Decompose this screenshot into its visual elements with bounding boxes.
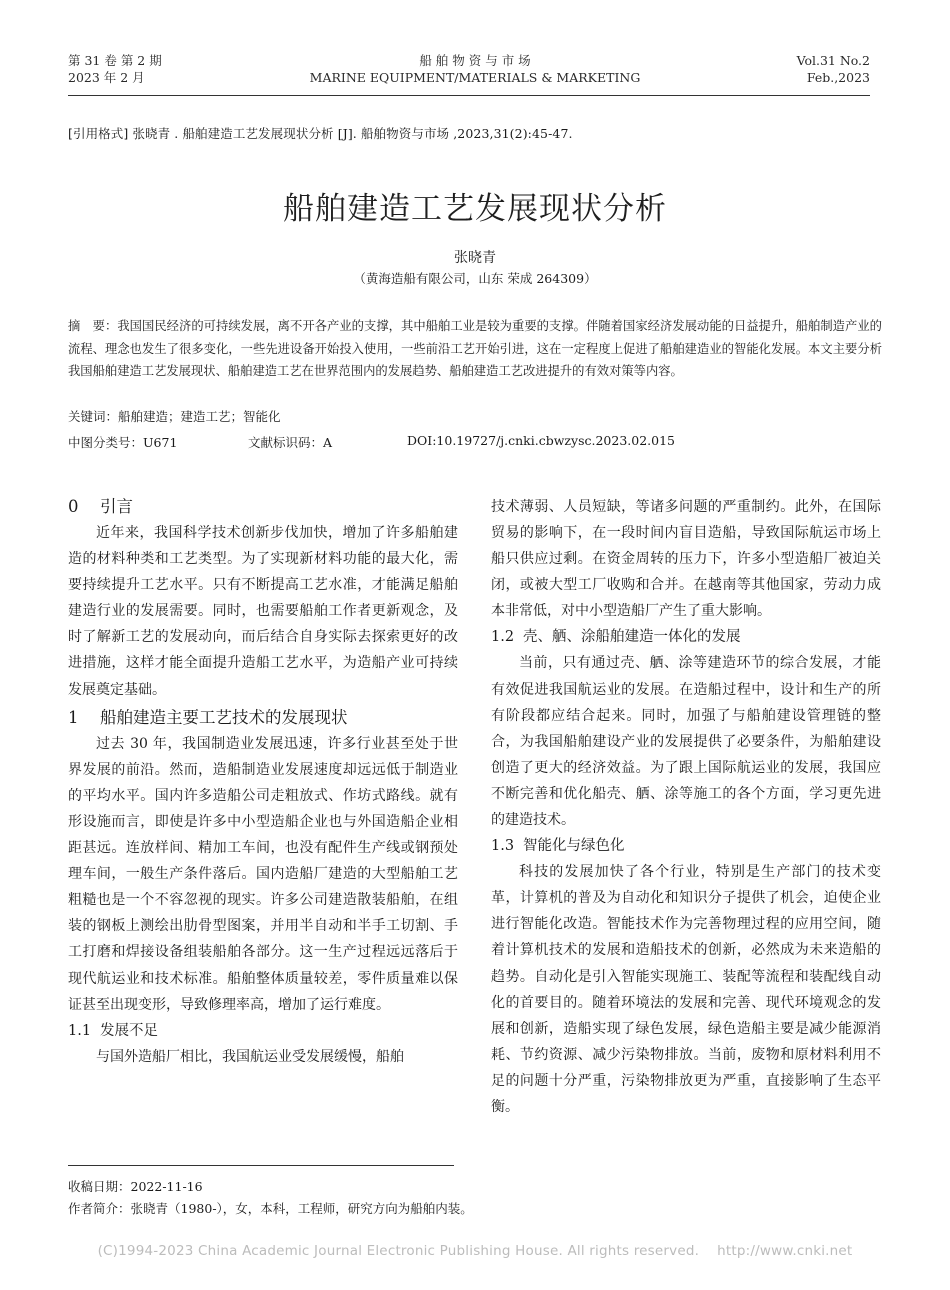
doi: DOI:10.19727/j.cnki.cbwzysc.2023.02.015 [407,433,675,448]
citation-label: [引用格式] [68,126,129,141]
citation-text: 张晓青 . 船舶建造工艺发展现状分析 [J]. 船舶物资与市场 ,2023,31(2):45-47. [132,126,573,141]
article-title: 船舶建造工艺发展现状分析 [283,191,667,227]
subsection-heading [68,1018,458,1044]
section-heading [68,494,458,520]
copyright-watermark: (C)1994-2023 China Academic Journal Electronic Publishing House. All rights reserved. http://www.cnki.net [97,1243,853,1259]
keywords-text: 船舶建造；建造工艺；智能化 [118,409,281,424]
keywords-label: 关键词： [68,409,119,424]
abstract-label: 摘 要： [68,319,118,333]
keywords [68,407,281,425]
subsection-number: 1.1 [68,1022,92,1039]
section-heading [68,705,458,731]
paragraph: 当前，只有通过壳、舾、涂等建造环节的综合发展，才能有效促进我国航运业的发展。在造船过程中，设计和生产的所有阶段都应结合起来。同时，加强了与船舶建设管理链的整合，为我国船舶建设产业的发展提供了必要条件，为船舶建设创造了更大的经济效益。为了跟上国际航运业的发展，我国应不断完善和优化船壳、舾、涂等施工的各个方面，学习更先进的建造技术。 [491,655,881,829]
subsection-number: 1.2 [491,629,515,646]
paragraph-continued: 技术薄弱、人员短缺，等诸多问题的严重制约。此外，在国际贸易的影响下，在一段时间内盲目造船，导致国际航运市场上船只供应过剩。在资金周转的压力下，许多小型造船厂被迫关闭，或被大型工厂收购和合并。在越南等其他国家，劳动力成本非常低，对中小型造船厂产生了重大影响。 [491,499,881,620]
abstract-text: 我国国民经济的可持续发展，离不开各产业的支撑，其中船舶工业是较为重要的支撑。伴随着国家经济发展动能的日益提升，船舶制造产业的流程、理念也发生了很多变化，一些先进设备开始投入使用，一些前沿工艺开始引进，这在一定程度上促进了船舶建造业的智能化发展。本文主要分析我国船舶建造工艺发展现状、船舶建造工艺在世界范围内的发展趋势、船舶建造工艺改进提升的有效对策等内容。 [68,319,882,379]
body-column-left [68,494,458,1070]
paragraph: 近年来，我国科学技术创新步伐加快，增加了许多船舶建造的材料种类和工艺类型。为了实现新材料功能的最大化，需要持续提升工艺水平。只有不断提高工艺水准，才能满足船舶建造行业的发展需要。同时，也需要船舶工作者更新观念，及时了解新工艺的发展动向，而后结合自身实际去探索更好的改进措施，这样才能全面提升造船工艺水平，为造船产业可持续发展奠定基础。 [68,525,458,698]
received-date [68,1177,203,1195]
header-date: 2023 年 2 月 [68,70,145,85]
abstract [68,315,882,383]
subsection-title: 壳、舾、涂船舶建造一体化的发展 [523,629,741,646]
paragraph: 过去 30 年，我国制造业发展迅速，许多行业甚至处于世界发展的前沿。然而，造船制造业发展速度却远远低于制造业的平均水平。国内许多造船公司走粗放式、作坊式路线。就有形设施而言，即使是许多中小型造船企业也与外国造船企业相距甚远。连放样间、精加工车间，也没有配件生产线或钢预处理车间，一般生产条件落后。国内造船厂建造的大型船舶工艺粗糙也是一个不容忽视的现实。许多公司建造散装船舶，在组装的钢板上测绘出肋骨型图案，并用半自动和半手工切割、手工打磨和焊接设备组装船舶各部分。这一生产过程远远落后于现代航运业和技术标准。船舶整体质量较差，零件质量难以保证甚至出现变形，导致修理率高，增加了运行难度。 [68,735,458,1013]
section-number: 1 [68,707,79,727]
citation-format [68,124,573,142]
header-date-en: Feb.,2023 [806,70,870,85]
footnote-divider [68,1165,454,1166]
author-bio [68,1199,473,1217]
body-column-right [491,494,881,1120]
clc-label: 中图分类号： [68,435,144,450]
subsection-title: 智能化与绿色化 [523,838,625,855]
header-issue-en [797,52,870,86]
doc-label: 文献标识码： [248,435,324,450]
subsection-title: 发展不足 [100,1022,158,1039]
section-title: 引言 [100,497,133,516]
bio-value: 张晓青（1980-），女，本科，工程师，研究方向为船舶内装。 [130,1201,473,1216]
clc-value: U671 [143,435,178,450]
bio-label: 作者简介： [68,1201,131,1216]
paragraph: 与国外造船厂相比，我国航运业受发展缓慢，船舶 [96,1048,404,1065]
header-divider [68,95,870,96]
article-author: 张晓青 [454,250,496,266]
author-affiliation: （黄海造船有限公司，山东 荣成 264309） [353,271,597,286]
header-journal-cn: 船 舶 物 资 与 市 场 [419,53,531,68]
subsection-heading [491,833,881,859]
section-title: 船舶建造主要工艺技术的发展现状 [100,707,348,727]
paragraph: 科技的发展加快了各个行业，特别是生产部门的技术变革，计算机的普及为自动化和知识分子提供了机会，迫使企业进行智能化改造。智能技术作为完善物理过程的应用空间，随着计算机技术的发展和造船技术的创新，必然成为未来造船的趋势。自动化是引入智能实现施工、装配等流程和装配线自动化的首要目的。随着环境法的发展和完善、现代环境观念的发展和创新，造船实现了绿色发展，绿色造船主要是减少能源消耗、节约资源、减少污染物排放。当前，废物和原材料利用不足的问题十分严重，污染物排放更为严重，直接影响了生态平衡。 [491,864,881,1115]
received-label: 收稿日期： [68,1179,131,1194]
subsection-heading [491,624,881,650]
section-number: 0 [68,497,79,516]
doc-value: A [323,435,333,450]
classification-line [68,433,882,451]
header-volume-en: Vol.31 No.2 [796,53,870,68]
header-volume-issue: 第 31 卷 第 2 期 [68,53,162,68]
doc-code [248,433,332,451]
header-journal-en: MARINE EQUIPMENT/MATERIALS & MARKETING [309,70,641,85]
received-value: 2022-11-16 [130,1179,203,1194]
subsection-number: 1.3 [491,838,515,855]
